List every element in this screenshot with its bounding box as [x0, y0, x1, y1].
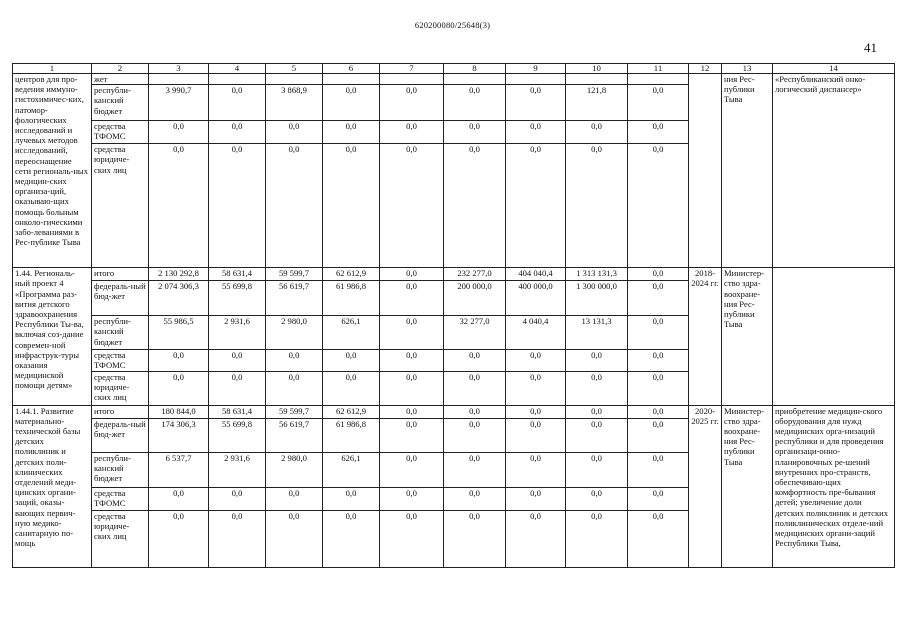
measure-name: 1.44.1. Развитие материально-технической базы детских поликлиник и детских поли-клинических отделений меди-цинских органи-заций, оказы-вающих первич-ную медико-санитарную по-мощь	[13, 405, 92, 567]
funding-value: 2 980,0	[266, 316, 323, 350]
funding-source: жет	[92, 74, 149, 85]
funding-value: 0,0	[628, 405, 689, 418]
funding-value: 0,0	[444, 85, 506, 121]
document-id: 620200080/25648(3)	[414, 20, 491, 30]
funding-value: 2 074 306,3	[149, 281, 209, 316]
funding-value: 0,0	[266, 144, 323, 268]
funding-value: 0,0	[444, 452, 506, 487]
funding-value: 0,0	[323, 121, 380, 144]
funding-value: 0,0	[628, 371, 689, 405]
funding-value: 0,0	[380, 405, 444, 418]
funding-value: 0,0	[323, 371, 380, 405]
column-number-13: 13	[722, 64, 773, 74]
funding-source: республи-канский бюджет	[92, 85, 149, 121]
funding-value: 0,0	[506, 144, 566, 268]
period-cell: 2020-2025 гг.	[689, 405, 722, 567]
funding-value: 0,0	[628, 418, 689, 452]
funding-value: 0,0	[506, 487, 566, 510]
funding-value: 0,0	[566, 350, 628, 371]
table-row	[13, 268, 895, 281]
funding-value: 0,0	[380, 418, 444, 452]
funding-value: 0,0	[506, 350, 566, 371]
funding-value: 232 277,0	[444, 268, 506, 281]
funding-value: 58 631,4	[209, 268, 266, 281]
funding-value: 0,0	[149, 121, 209, 144]
funding-source: средства ТФОМС	[92, 121, 149, 144]
column-number-2: 2	[92, 64, 149, 74]
funding-source: средства юридиче-ских лиц	[92, 371, 149, 405]
measure-name: центров для про-ведения иммуно-гистохимичес-ких, патомор-фологических исследований и лучевых методов исследований, переоснащение сети региональ-ных медицин-ских организа-ций, оказываю-щих помощь больным онколо-гическими забо-леваниями в Рес-публике Тыва	[13, 74, 92, 268]
funding-value: 404 040,4	[506, 268, 566, 281]
funding-value: 62 612,9	[323, 405, 380, 418]
funding-value: 0,0	[628, 144, 689, 268]
funding-value: 400 000,0	[506, 281, 566, 316]
funding-value: 59 599,7	[266, 268, 323, 281]
funding-value	[380, 74, 444, 85]
result-cell: «Республиканский онко-логический диспансер»	[773, 74, 895, 268]
funding-value: 0,0	[209, 85, 266, 121]
column-number-4: 4	[209, 64, 266, 74]
funding-value: 0,0	[266, 350, 323, 371]
funding-value: 0,0	[323, 350, 380, 371]
funding-value	[506, 74, 566, 85]
funding-value: 0,0	[628, 281, 689, 316]
funding-value: 0,0	[566, 452, 628, 487]
funding-value: 0,0	[266, 121, 323, 144]
funding-value: 55 699,8	[209, 281, 266, 316]
funding-value: 0,0	[149, 487, 209, 510]
funding-value: 0,0	[566, 405, 628, 418]
funding-value	[149, 74, 209, 85]
page-number: 41	[864, 40, 877, 55]
funding-value: 0,0	[323, 144, 380, 268]
funding-value: 0,0	[380, 144, 444, 268]
funding-value: 0,0	[149, 371, 209, 405]
funding-value: 180 844,0	[149, 405, 209, 418]
funding-value: 0,0	[323, 510, 380, 567]
funding-value: 0,0	[209, 350, 266, 371]
column-number-1: 1	[13, 64, 92, 74]
funding-value: 0,0	[444, 350, 506, 371]
funding-source: итого	[92, 268, 149, 281]
funding-value: 0,0	[506, 121, 566, 144]
funding-value: 0,0	[266, 371, 323, 405]
funding-value: 58 631,4	[209, 405, 266, 418]
funding-value: 0,0	[566, 371, 628, 405]
funding-value: 0,0	[444, 487, 506, 510]
funding-value	[209, 74, 266, 85]
column-number-14: 14	[773, 64, 895, 74]
funding-value: 0,0	[444, 371, 506, 405]
executor-cell: Министер-ство здра-воохране-ния Рес-публики Тыва	[722, 268, 773, 405]
funding-value: 0,0	[380, 316, 444, 350]
funding-value: 59 599,7	[266, 405, 323, 418]
funding-value: 0,0	[628, 268, 689, 281]
period-cell	[689, 74, 722, 268]
funding-value: 626,1	[323, 316, 380, 350]
funding-value: 0,0	[628, 510, 689, 567]
column-number-12: 12	[689, 64, 722, 74]
funding-value: 0,0	[380, 350, 444, 371]
funding-value	[444, 74, 506, 85]
column-number-8: 8	[444, 64, 506, 74]
funding-value: 0,0	[380, 281, 444, 316]
column-number-6: 6	[323, 64, 380, 74]
funding-value: 0,0	[266, 510, 323, 567]
funding-value: 0,0	[444, 405, 506, 418]
funding-value: 62 612,9	[323, 268, 380, 281]
funding-source: республи-канский бюджет	[92, 316, 149, 350]
funding-value: 0,0	[506, 510, 566, 567]
table-row	[13, 405, 895, 418]
column-number-5: 5	[266, 64, 323, 74]
funding-value: 0,0	[149, 144, 209, 268]
executor-cell: ния Рес-публики Тыва	[722, 74, 773, 268]
funding-value: 1 313 131,3	[566, 268, 628, 281]
funding-value: 0,0	[506, 371, 566, 405]
funding-value: 4 040,4	[506, 316, 566, 350]
table-row	[13, 74, 895, 85]
funding-value: 55 986,5	[149, 316, 209, 350]
period-cell: 2018-2024 гг.	[689, 268, 722, 405]
funding-value: 0,0	[209, 121, 266, 144]
funding-source: средства ТФОМС	[92, 350, 149, 371]
funding-value: 0,0	[628, 121, 689, 144]
funding-value	[628, 74, 689, 85]
funding-value: 56 619,7	[266, 281, 323, 316]
funding-value: 0,0	[380, 268, 444, 281]
funding-value: 2 980,0	[266, 452, 323, 487]
funding-value: 0,0	[209, 510, 266, 567]
funding-value: 0,0	[149, 510, 209, 567]
funding-value: 0,0	[380, 452, 444, 487]
column-number-3: 3	[149, 64, 209, 74]
funding-value: 0,0	[566, 418, 628, 452]
funding-value: 0,0	[380, 121, 444, 144]
measure-name: 1.44. Региональ-ный проект 4 «Программа раз-вития детского здравоохранения Республики Ты-ва, включая соз-дание современ-ной инфраструк-туры оказания медицинской помощи детям»	[13, 268, 92, 405]
funding-source: средства юридиче-ских лиц	[92, 144, 149, 268]
funding-value: 0,0	[444, 144, 506, 268]
funding-value	[266, 74, 323, 85]
funding-source: республи-канский бюджет	[92, 452, 149, 487]
funding-value: 2 130 292,8	[149, 268, 209, 281]
funding-value: 0,0	[380, 510, 444, 567]
result-cell: приобретение медицин-ского оборудования для нужд медицинских орга-низаций республики и для проведения организаци-онно-планировочных ре-шений внутренних про-странств, обеспечиваю-щих комфортность пре-бывания детей; увеличение доли детских поликлиник и детских поликлинических отделе-ний медицинских органи-заций Республики Тыва,	[773, 405, 895, 567]
funding-value: 0,0	[506, 85, 566, 121]
funding-value: 6 537,7	[149, 452, 209, 487]
funding-value: 0,0	[323, 487, 380, 510]
column-number-11: 11	[628, 64, 689, 74]
funding-value: 174 306,3	[149, 418, 209, 452]
funding-source: федераль-ный бюд-жет	[92, 281, 149, 316]
funding-value: 2 931,6	[209, 316, 266, 350]
funding-source: федераль-ный бюд-жет	[92, 418, 149, 452]
funding-value: 0,0	[149, 350, 209, 371]
funding-value: 13 131,3	[566, 316, 628, 350]
funding-value: 0,0	[628, 316, 689, 350]
funding-value: 0,0	[628, 350, 689, 371]
funding-value: 3 868,9	[266, 85, 323, 121]
funding-value: 1 300 000,0	[566, 281, 628, 316]
funding-value: 0,0	[506, 418, 566, 452]
funding-value: 0,0	[323, 85, 380, 121]
column-number-9: 9	[506, 64, 566, 74]
funding-value: 0,0	[209, 371, 266, 405]
funding-value: 0,0	[380, 487, 444, 510]
funding-value: 0,0	[628, 85, 689, 121]
funding-value: 0,0	[444, 121, 506, 144]
column-number-7: 7	[380, 64, 444, 74]
funding-value: 200 000,0	[444, 281, 506, 316]
funding-value: 0,0	[380, 371, 444, 405]
funding-value: 0,0	[209, 144, 266, 268]
funding-value: 0,0	[566, 121, 628, 144]
funding-value: 2 931,6	[209, 452, 266, 487]
funding-value: 121,8	[566, 85, 628, 121]
funding-value: 0,0	[209, 487, 266, 510]
funding-value	[323, 74, 380, 85]
funding-value: 0,0	[566, 510, 628, 567]
funding-value: 61 986,8	[323, 281, 380, 316]
funding-value: 0,0	[566, 144, 628, 268]
funding-value: 0,0	[266, 487, 323, 510]
budget-table	[12, 63, 895, 568]
funding-value: 3 990,7	[149, 85, 209, 121]
column-number-10: 10	[566, 64, 628, 74]
funding-source: средства ТФОМС	[92, 487, 149, 510]
funding-source: итого	[92, 405, 149, 418]
funding-value: 0,0	[566, 487, 628, 510]
funding-value: 0,0	[506, 405, 566, 418]
funding-value	[566, 74, 628, 85]
funding-value: 61 986,8	[323, 418, 380, 452]
funding-value: 0,0	[444, 510, 506, 567]
funding-value: 626,1	[323, 452, 380, 487]
column-number-row	[13, 64, 895, 74]
funding-value: 0,0	[380, 85, 444, 121]
funding-value: 0,0	[628, 452, 689, 487]
funding-value: 55 699,8	[209, 418, 266, 452]
funding-source: средства юридиче-ских лиц	[92, 510, 149, 567]
funding-value: 32 277,0	[444, 316, 506, 350]
funding-value: 0,0	[506, 452, 566, 487]
funding-value: 0,0	[444, 418, 506, 452]
result-cell	[773, 268, 895, 405]
funding-value: 56 619,7	[266, 418, 323, 452]
executor-cell: Министер-ство здра-воохране-ния Рес-публики Тыва	[722, 405, 773, 567]
funding-value: 0,0	[628, 487, 689, 510]
